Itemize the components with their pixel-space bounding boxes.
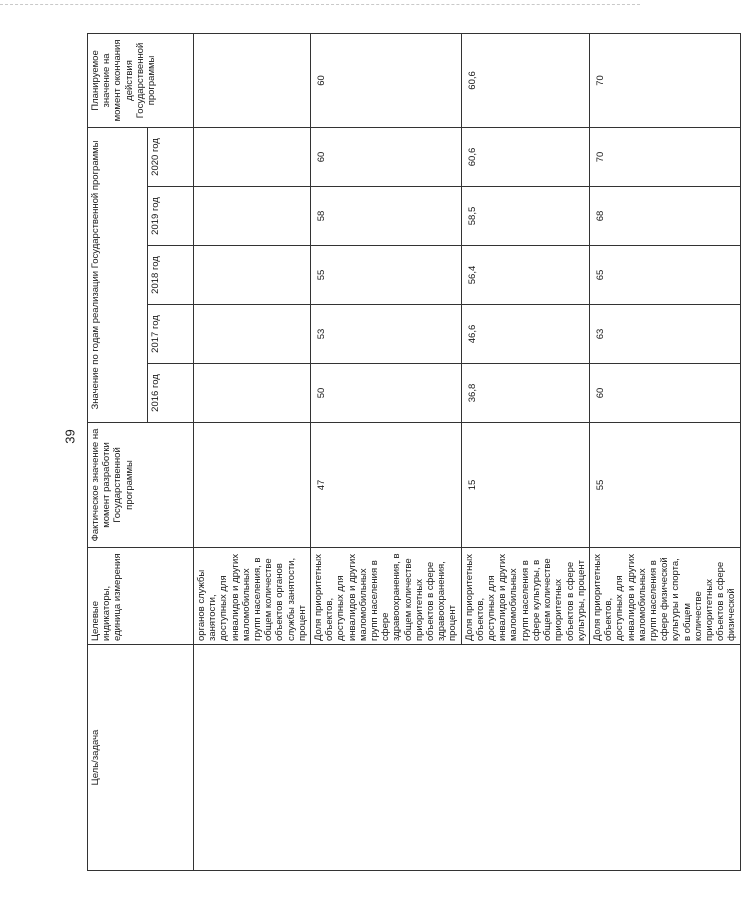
value-cell	[194, 364, 311, 423]
value-cell: 36,8	[461, 364, 589, 423]
value-cell: 58	[311, 187, 462, 246]
header-year-2017: 2017 год	[148, 305, 194, 364]
header-goal: Цель/задача	[88, 645, 194, 871]
header-year-2016: 2016 год	[148, 364, 194, 423]
goal-cell	[194, 645, 741, 871]
page-number: 39	[62, 429, 78, 444]
planned-cell: 60	[311, 33, 462, 127]
planned-cell: 70	[589, 33, 740, 127]
actual-cell	[194, 423, 311, 548]
indicator-cell: органов службы занятости, доступных для инвалидов и других маломобильных групп населения, в общем количестве объектов органов службы занятости, процент	[194, 548, 311, 645]
value-cell: 60,6	[461, 127, 589, 186]
header-year-2019: 2019 год	[148, 187, 194, 246]
value-cell: 50	[311, 364, 462, 423]
value-cell	[194, 187, 311, 246]
value-cell	[194, 127, 311, 186]
value-cell: 46,6	[461, 305, 589, 364]
value-cell: 68	[589, 187, 740, 246]
value-cell: 55	[311, 246, 462, 305]
value-cell: 53	[311, 305, 462, 364]
value-cell: 58,5	[461, 187, 589, 246]
header-year-2018: 2018 год	[148, 246, 194, 305]
indicator-cell: Доля приоритетных объектов, доступных для инвалидов и других маломобильных групп населения в сфере культуры, в общем количестве приоритетных объектов в сфере культуры, процент	[461, 548, 589, 645]
actual-cell: 47	[311, 423, 462, 548]
value-cell: 70	[589, 127, 740, 186]
header-actual: Фактическое значение на момент разработки Государственной программы	[88, 423, 194, 548]
value-cell: 65	[589, 246, 740, 305]
header-by-years: Значение по годам реализации Государственной программы	[88, 127, 148, 422]
planned-cell	[194, 33, 311, 127]
actual-cell: 15	[461, 423, 589, 548]
value-cell: 60	[589, 364, 740, 423]
scan-edge	[0, 4, 640, 11]
value-cell	[194, 305, 311, 364]
value-cell	[194, 246, 311, 305]
indicator-cell: Доля приоритетных объектов, доступных для инвалидов и других маломобильных групп населения в сфере физической культуры и спорта, в общем количестве приоритетных объектов в сфере физической	[589, 548, 740, 645]
indicators-table	[87, 33, 741, 871]
indicator-cell: Доля приоритетных объектов, доступных для инвалидов и других маломобильных групп населения в сфере здравоохранения, в общем количестве приоритетных объектов в сфере здравоохранения, процент	[311, 548, 462, 645]
header-year-2020: 2020 год	[148, 127, 194, 186]
value-cell: 60	[311, 127, 462, 186]
value-cell: 63	[589, 305, 740, 364]
table-row	[194, 33, 311, 870]
rotated-table-wrapper	[87, 34, 738, 871]
actual-cell: 55	[589, 423, 740, 548]
planned-cell: 60,6	[461, 33, 589, 127]
value-cell: 56,4	[461, 246, 589, 305]
header-planned: Планируемое значение на момент окончания действия Государственной программы	[88, 33, 194, 127]
header-indicator: Целевые индикаторы, единица измерения	[88, 548, 194, 645]
